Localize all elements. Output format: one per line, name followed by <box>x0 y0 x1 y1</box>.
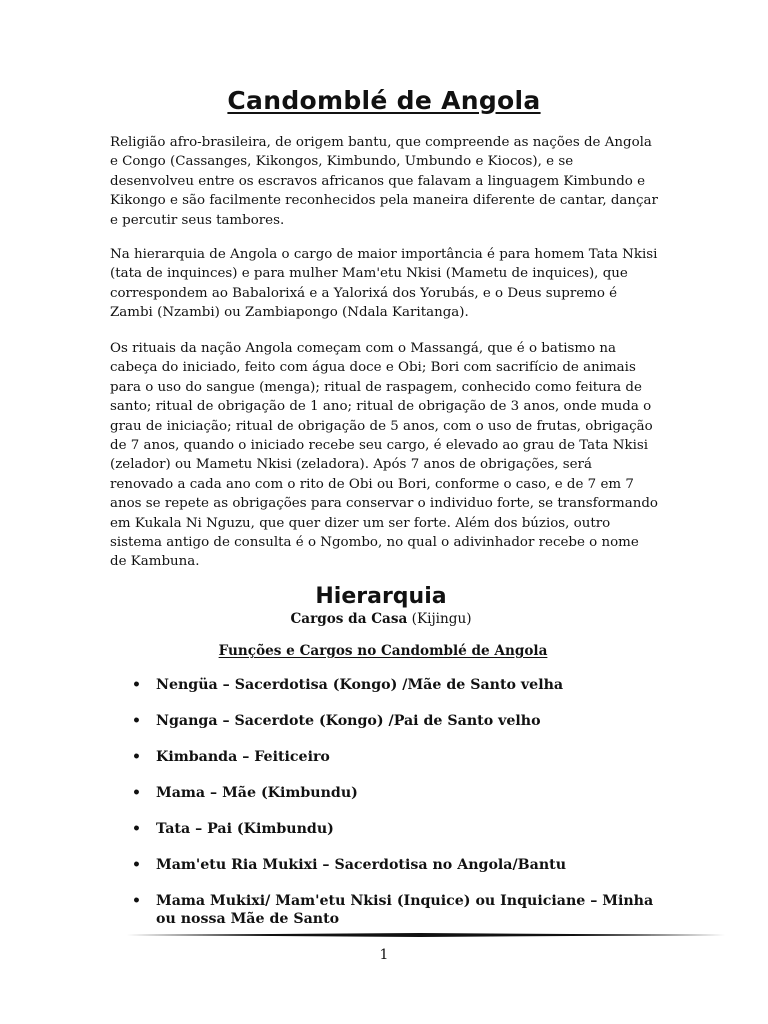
bullet-icon: • <box>132 821 141 837</box>
list-item <box>130 748 670 766</box>
bullet-icon: • <box>132 893 141 909</box>
list-item <box>130 892 670 928</box>
section-heading: Hierarquia <box>315 584 447 609</box>
role-text: Nengüa – Sacerdotisa (Kongo) /Mãe de Santo velha <box>156 677 564 693</box>
page-number: 1 <box>379 947 389 963</box>
list-item <box>130 856 670 874</box>
bullet-icon: • <box>132 749 141 765</box>
role-text: Nganga – Sacerdote (Kongo) /Pai de Santo velho <box>156 713 541 729</box>
bullet-icon: • <box>132 677 141 693</box>
bullet-icon: • <box>132 857 141 873</box>
subheading <box>0 611 762 627</box>
bullet-icon: • <box>132 713 141 729</box>
roles-list <box>130 676 670 946</box>
bullet-icon: • <box>132 785 141 801</box>
paragraph-rituals: Os rituais da nação Angola começam com o Massangá, que é o batismo na cabeça do iniciado, feito com água doce e Obi; Bori com sacrifício de animais para o uso do sangue (menga); ritual de raspagem, conhecido como feitura de santo; ritual de obrigação de 1 ano; ritual de obrigação de 3 anos, onde muda o grau de iniciação; ritual de obrigação de 5 anos, com o uso de frutas, obrigação de 7 anos, quando o iniciado recebe seu cargo, é elevado ao grau de Tata Nkisi (zelador) ou Mametu Nkisi (zeladora). Após 7 anos de obrigações, será renovado a cada ano com o rito de Obi ou Bori, conforme o caso, e de 7 em 7 anos se repete as obrigações para conservar o individuo forte, se transformando em Kukala Ni Nguzu, que quer dizer um ser forte. Além dos búzios, outro sistema antigo de consulta é o Ngombo, no qual o adivinhador recebe o nome de Kambuna. <box>110 341 658 570</box>
document-title: Candomblé de Angola <box>227 86 541 115</box>
role-text: Mam'etu Ria Mukixi – Sacerdotisa no Angola/Bantu <box>156 857 567 873</box>
list-item <box>130 676 670 694</box>
list-heading: Funções e Cargos no Candomblé de Angola <box>218 643 548 659</box>
list-item <box>130 712 670 730</box>
list-item <box>130 784 670 802</box>
footer-divider <box>120 932 725 938</box>
list-item <box>130 820 670 838</box>
role-text: Tata – Pai (Kimbundu) <box>156 821 334 837</box>
subheading-bold: Cargos da Casa <box>290 611 408 627</box>
role-text: Kimbanda – Feiticeiro <box>156 749 330 765</box>
role-text: Mama – Mãe (Kimbundu) <box>156 785 358 801</box>
subheading-rest: (Kijingu) <box>407 611 472 627</box>
paragraph-intro: Religião afro-brasileira, de origem bantu, que compreende as nações de Angola e Congo (Cassanges, Kikongos, Kimbundo, Umbundo e Kiocos), e se desenvolveu entre os escravos africanos que falavam a linguagem Kimbundo e Kikongo e são facilmente reconhecidos pela maneira diferente de cantar, dançar e percutir seus tambores. <box>110 135 658 228</box>
paragraph-hierarchy: Na hierarquia de Angola o cargo de maior importância é para homem Tata Nkisi (tata de inquinces) e para mulher Mam'etu Nkisi (Mametu de inquices), que correspondem ao Babalorixá e a Yalorixá dos Yorubás, e o Deus supremo é Zambi (Nzambi) ou Zambiapongo (Ndala Karitanga). <box>110 247 658 321</box>
role-text: Mama Mukixi/ Mam'etu Nkisi (Inquice) ou Inquiciane – Minha ou nossa Mãe de Santo <box>156 893 654 927</box>
